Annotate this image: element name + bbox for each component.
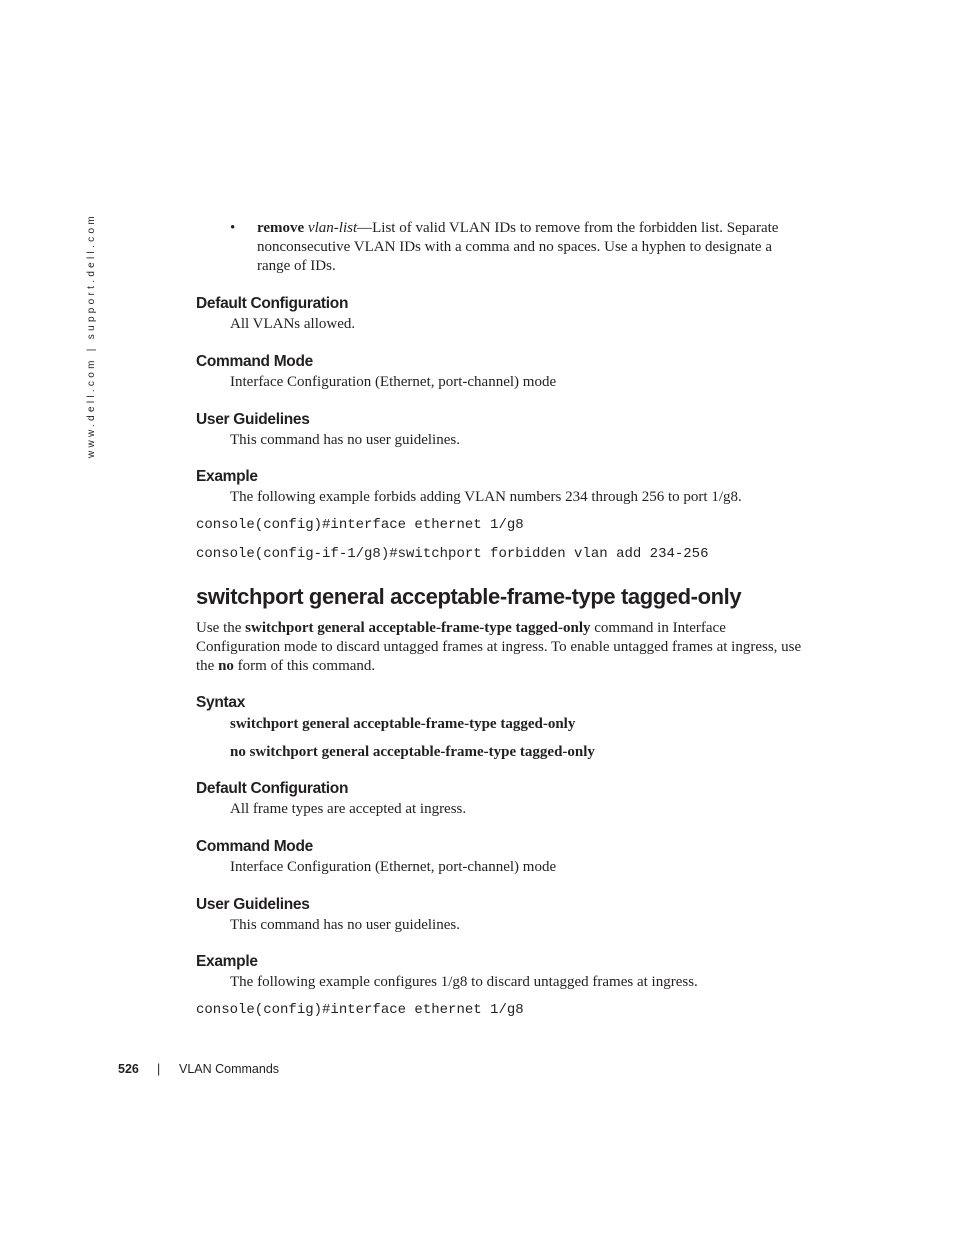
command-mode-heading: Command Mode — [196, 838, 313, 855]
code-line: console(config-if-1/g8)#switchport forbidden vlan add 234-256 — [196, 546, 709, 562]
syntax-line: no switchport general acceptable-frame-type tagged-only — [230, 744, 595, 760]
bullet-remove-param — [257, 219, 802, 276]
syntax-heading: Syntax — [196, 694, 246, 711]
command-mode-heading: Command Mode — [196, 353, 313, 370]
bullet-description: —List of valid VLAN IDs to remove from the forbidden list. Separate nonconsecutive VLAN IDs with a comma and no spaces. Use a hyphen to designate a range of IDs. — [257, 220, 779, 274]
bullet-marker: • — [230, 220, 236, 236]
example-heading: Example — [196, 468, 258, 485]
intro-text: Use the — [196, 620, 246, 636]
intro-command: switchport general acceptable-frame-type tagged-only — [245, 620, 591, 636]
user-guidelines-text: This command has no user guidelines. — [230, 432, 460, 448]
intro-paragraph — [196, 619, 806, 676]
user-guidelines-text: This command has no user guidelines. — [230, 917, 460, 933]
syntax-line: switchport general acceptable-frame-type tagged-only — [230, 716, 576, 732]
footer-section: VLAN Commands — [179, 1062, 280, 1076]
user-guidelines-heading: User Guidelines — [196, 896, 310, 913]
side-url: www.dell.com | support.dell.com — [86, 213, 97, 458]
footer-separator: | — [157, 1062, 161, 1076]
section-title: switchport general acceptable-frame-type tagged-only — [196, 584, 742, 609]
default-config-heading: Default Configuration — [196, 780, 349, 797]
command-mode-text: Interface Configuration (Ethernet, port-channel) mode — [230, 859, 557, 875]
intro-text: command in Interface Configuration mode to discard untagged frames at ingress. To enable untagged frames at ingress, use the — [196, 620, 802, 674]
code-line: console(config)#interface ethernet 1/g8 — [196, 517, 524, 533]
intro-text: form of this command. — [233, 658, 376, 674]
bullet-keyword: remove — [257, 220, 305, 236]
bullet-param: vlan-list — [307, 220, 358, 236]
command-mode-text: Interface Configuration (Ethernet, port-channel) mode — [230, 374, 557, 390]
page-number: 526 — [118, 1062, 139, 1076]
default-config-heading: Default Configuration — [196, 295, 349, 312]
example-text: The following example configures 1/g8 to discard untagged frames at ingress. — [230, 974, 698, 990]
code-line: console(config)#interface ethernet 1/g8 — [196, 1002, 524, 1018]
intro-no-keyword: no — [218, 658, 234, 674]
default-config-text: All VLANs allowed. — [230, 316, 356, 332]
default-config-text: All frame types are accepted at ingress. — [230, 801, 467, 817]
example-text: The following example forbids adding VLAN numbers 234 through 256 to port 1/g8. — [230, 489, 742, 505]
user-guidelines-heading: User Guidelines — [196, 411, 310, 428]
example-heading: Example — [196, 953, 258, 970]
